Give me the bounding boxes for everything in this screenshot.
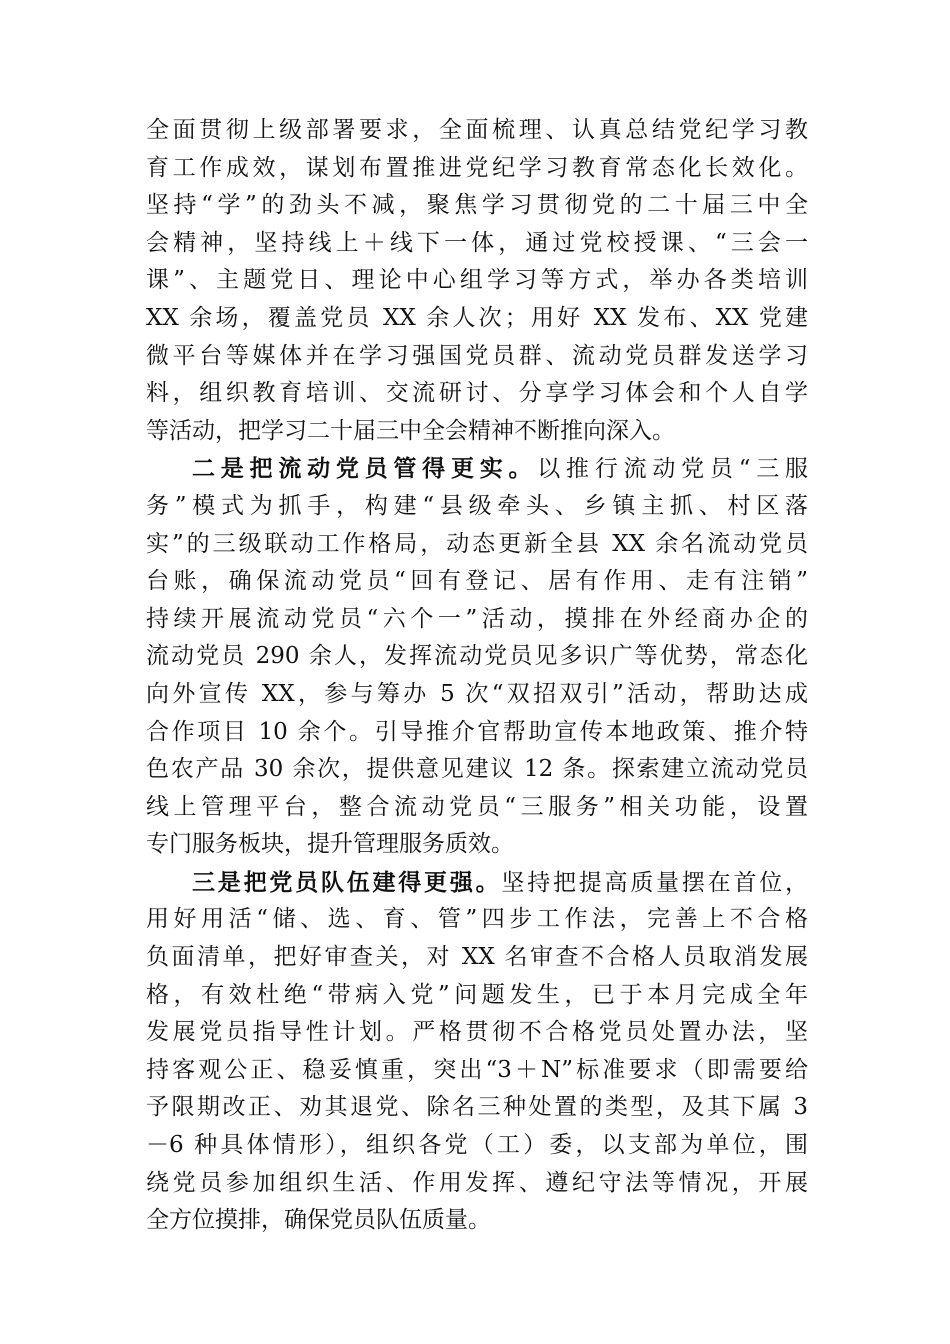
text-line: 实”的三级联动工作格局，动态更新全县 XX 余名流动党员 (146, 530, 808, 557)
text-line: 台账，确保流动党员“回有登记、居有作用、走有注销” (146, 568, 808, 595)
paragraph-text: 坚持把提高质量摆在首位， (501, 869, 809, 896)
text-line: －6 种具体情形），组织各党（工）委，以支部为单位，围 (146, 1132, 808, 1159)
paragraph-heading: 三是把党员队伍建得更强。 (192, 868, 502, 896)
text-line: 负面清单，把好审查关，对 XX 名审查不合格人员取消发展 (146, 944, 808, 971)
text-line: 色农产品 30 余次，提供意见建议 12 条。探索建立流动党员 (146, 756, 808, 783)
paragraph-2 (146, 450, 808, 864)
text-line: 等活动，把学习二十届三中全会精神不断推向深入。 (146, 417, 675, 444)
text-line: 全面贯彻上级部署要求，全面梳理、认真总结党纪学习教 (146, 117, 808, 143)
text-line: 专门服务板块，提升管理服务质效。 (146, 831, 514, 858)
paragraph-3 (146, 864, 808, 1240)
text-line: 合作项目 10 余个。引导推介官帮助宣传本地政策、推介特 (146, 718, 808, 745)
paragraph-text: 以推行流动党员“三服 (537, 456, 808, 483)
text-line: 持客观公正、稳妥慎重，突出“3＋N”标准要求（即需要给 (146, 1056, 808, 1083)
text-line: 绕党员参加组织生活、作用发挥、遵纪守法等情况，开展 (146, 1169, 808, 1196)
text-line: XX 余场，覆盖党员 XX 余人次；用好 XX 发布、XX 党建 (146, 304, 808, 331)
paragraph-first-line (146, 450, 808, 488)
text-line: 向外宣传 XX，参与筹办 5 次“双招双引”活动，帮助达成 (146, 680, 808, 707)
text-line: 格，有效杜绝“带病入党”问题发生，已于本月完成全年 (146, 981, 808, 1008)
text-line: 育工作成效，谋划布置推进党纪学习教育常态化长效化。 (146, 154, 808, 181)
paragraph-first-line (146, 864, 808, 902)
document-page (146, 112, 808, 1240)
text-line: 予限期改正、劝其退党、除名三种处置的类型，及其下属 3 (146, 1094, 808, 1121)
text-line: 坚持“学”的劲头不减，聚焦学习贯彻党的二十届三中全 (146, 192, 808, 219)
text-line: 用好用活“储、选、育、管”四步工作法，完善上不合格 (146, 906, 808, 933)
text-line: 全方位摸排，确保党员队伍质量。 (146, 1207, 491, 1234)
text-line: 务”模式为抓手，构建“县级牵头、乡镇主抓、村区落 (146, 492, 808, 519)
text-line: 料，组织教育培训、交流研讨、分享学习体会和个人自学 (146, 380, 808, 407)
text-line: 微平台等媒体并在学习强国党员群、流动党员群发送学习 (146, 342, 808, 369)
paragraph-1 (146, 112, 808, 450)
paragraph-heading: 二是把流动党员管得更实。 (192, 455, 538, 483)
text-line: 线上管理平台，整合流动党员“三服务”相关功能，设置 (146, 793, 808, 820)
text-line: 发展党员指导性计划。严格贯彻不合格党员处置办法，坚 (146, 1019, 808, 1046)
text-line: 会精神，坚持线上＋线下一体，通过党校授课、“三会一 (146, 229, 808, 256)
text-line: 课”、主题党日、理论中心组学习等方式，举办各类培训 (146, 267, 808, 294)
text-line: 流动党员 290 余人，发挥流动党员见多识广等优势，常态化 (146, 643, 808, 670)
text-line: 持续开展流动党员“六个一”活动，摸排在外经商办企的 (146, 605, 808, 632)
